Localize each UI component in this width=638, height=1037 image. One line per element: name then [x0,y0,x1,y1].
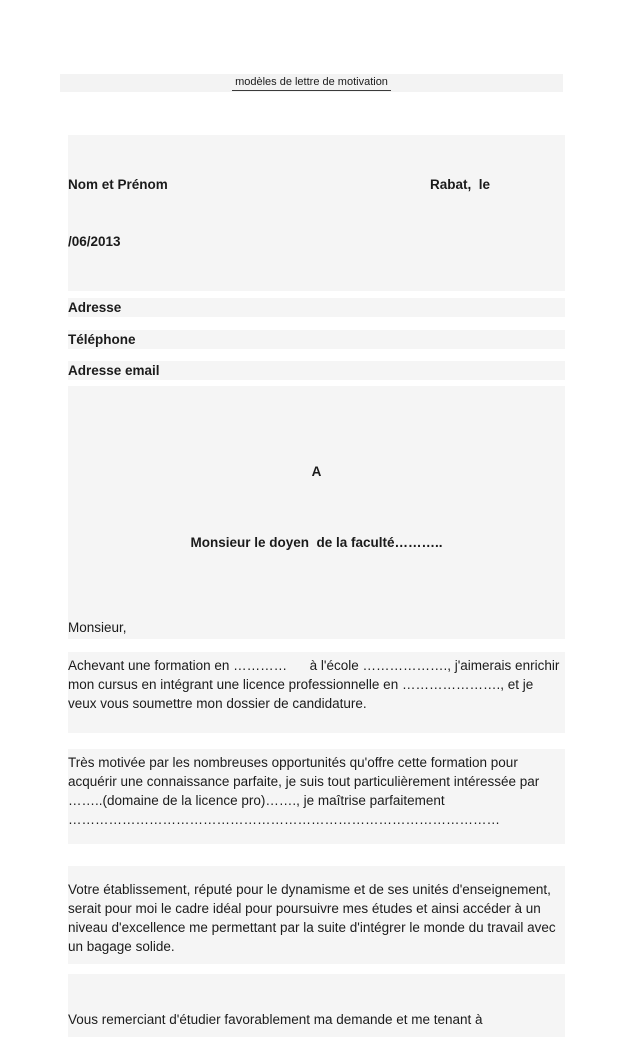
recipient-line: Monsieur le doyen de la faculté……….. [190,535,443,550]
salutation-text: Monsieur, [68,616,565,639]
sender-phone-label: Téléphone [68,330,565,349]
paragraph-formation: Achevant une formation en ………… à l'école ………………., j'aimerais enrichir mon cursus en intégrant une licence professionnelle en …………………., et je veux vous soumettre mon dossier de candidature. [68,652,565,733]
closing-line: Vous remerciant d'étudier favorablement ma demande et me tenant à [68,974,565,1037]
date-wrapped-text: /06/2013 [68,234,121,249]
city-date-text: Rabat, le [429,177,490,192]
paragraph-etablissement: Votre établissement, réputé pour le dynamisme et de ses unités d'enseignement, serait pour moi le cadre idéal pour poursuivre mes études et ainsi accéder à un niveau d'excellence me permettant par la suite d'intégrer le monde du travail avec un bagage solide. [68,866,565,964]
sender-address-label: Adresse [68,298,565,317]
paragraph-motivation: Très motivée par les nombreuses opportunités qu'offre cette formation pour acquérir une connaissance parfaite, je suis tout particulièrement intéressée par ……..(domaine de la licence pro)……., je maîtrise parfaitement …………………………………………………………………………………… [68,749,565,844]
recipient-block [68,386,565,616]
sender-email-label: Adresse email [68,361,565,380]
page-header-band [60,74,563,92]
sender-name-label: Nom et Prénom [68,177,168,192]
sender-name-row [68,175,565,194]
sender-name-date-block [68,135,565,291]
page-title: modèles de lettre de motivation [232,76,391,91]
recipient-to-letter: A [311,464,322,479]
letter-document [68,135,565,1037]
